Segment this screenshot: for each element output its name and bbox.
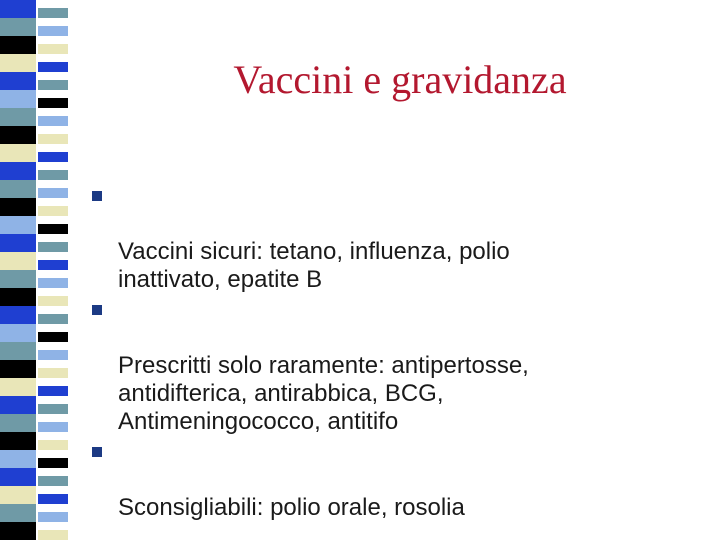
strip-cell (0, 432, 36, 451)
strip-cell (0, 324, 36, 343)
strip-band (0, 504, 76, 523)
strip-cell (0, 90, 36, 109)
strip-cell (0, 468, 36, 487)
strip-band (0, 324, 76, 343)
strip-cell (0, 36, 36, 55)
strip-cell (0, 54, 36, 73)
strip-band (0, 126, 76, 145)
strip-band (0, 450, 76, 469)
strip-band (0, 0, 76, 19)
strip-cell (0, 306, 36, 325)
decorative-left-strip (0, 0, 76, 540)
strip-band (0, 414, 76, 433)
strip-cell (0, 234, 36, 253)
strip-band (0, 378, 76, 397)
strip-band (0, 54, 76, 73)
strip-band (0, 270, 76, 289)
strip-cell (0, 162, 36, 181)
strip-cell (0, 108, 36, 127)
bullet-item-3 (88, 438, 708, 522)
strip-cell (0, 414, 36, 433)
strip-band (0, 468, 76, 487)
square-bullet-icon (92, 447, 102, 457)
strip-cell (0, 450, 36, 469)
strip-band (0, 108, 76, 127)
strip-band (0, 432, 76, 451)
strip-band (0, 342, 76, 361)
strip-cell (0, 504, 36, 523)
strip-band (0, 306, 76, 325)
strip-cell (0, 198, 36, 217)
bullet-item-1 (88, 182, 708, 294)
strip-band (0, 180, 76, 199)
strip-band (0, 360, 76, 379)
strip-cell (0, 252, 36, 271)
strip-cell (0, 126, 36, 145)
strip-band (0, 522, 76, 540)
strip-band (0, 144, 76, 163)
strip-cell (0, 396, 36, 415)
strip-band (0, 234, 76, 253)
strip-cell (38, 530, 68, 540)
strip-cell (0, 72, 36, 91)
strip-cell (0, 0, 36, 19)
strip-cell (0, 378, 36, 397)
strip-band (0, 72, 76, 91)
bullet-text-2: Prescritti solo raramente: antipertosse, antidifterica, antirabbica, BCG, Antimeningococco, antitifo (118, 352, 529, 435)
strip-cell (0, 486, 36, 505)
strip-cell (0, 180, 36, 199)
strip-band (0, 396, 76, 415)
strip-cell (0, 144, 36, 163)
strip-band (0, 18, 76, 37)
strip-band (0, 36, 76, 55)
strip-cell (0, 342, 36, 361)
strip-cell (0, 216, 36, 235)
strip-band (0, 252, 76, 271)
bullet-list (88, 182, 708, 524)
square-bullet-icon (92, 305, 102, 315)
bullet-text-3: Sconsigliabili: polio orale, rosolia (118, 494, 465, 521)
strip-cell (0, 360, 36, 379)
strip-cell (0, 288, 36, 307)
strip-band (0, 486, 76, 505)
strip-cell (0, 270, 36, 289)
strip-band (0, 162, 76, 181)
strip-band (0, 288, 76, 307)
strip-band (0, 198, 76, 217)
strip-band (0, 90, 76, 109)
square-bullet-icon (92, 191, 102, 201)
strip-cell (0, 18, 36, 37)
slide-title: Vaccini e gravidanza (233, 57, 567, 102)
strip-cell (0, 522, 36, 540)
bullet-item-2 (88, 296, 708, 436)
strip-band (0, 216, 76, 235)
bullet-text-1: Vaccini sicuri: tetano, influenza, polio inattivato, epatite B (118, 238, 510, 293)
